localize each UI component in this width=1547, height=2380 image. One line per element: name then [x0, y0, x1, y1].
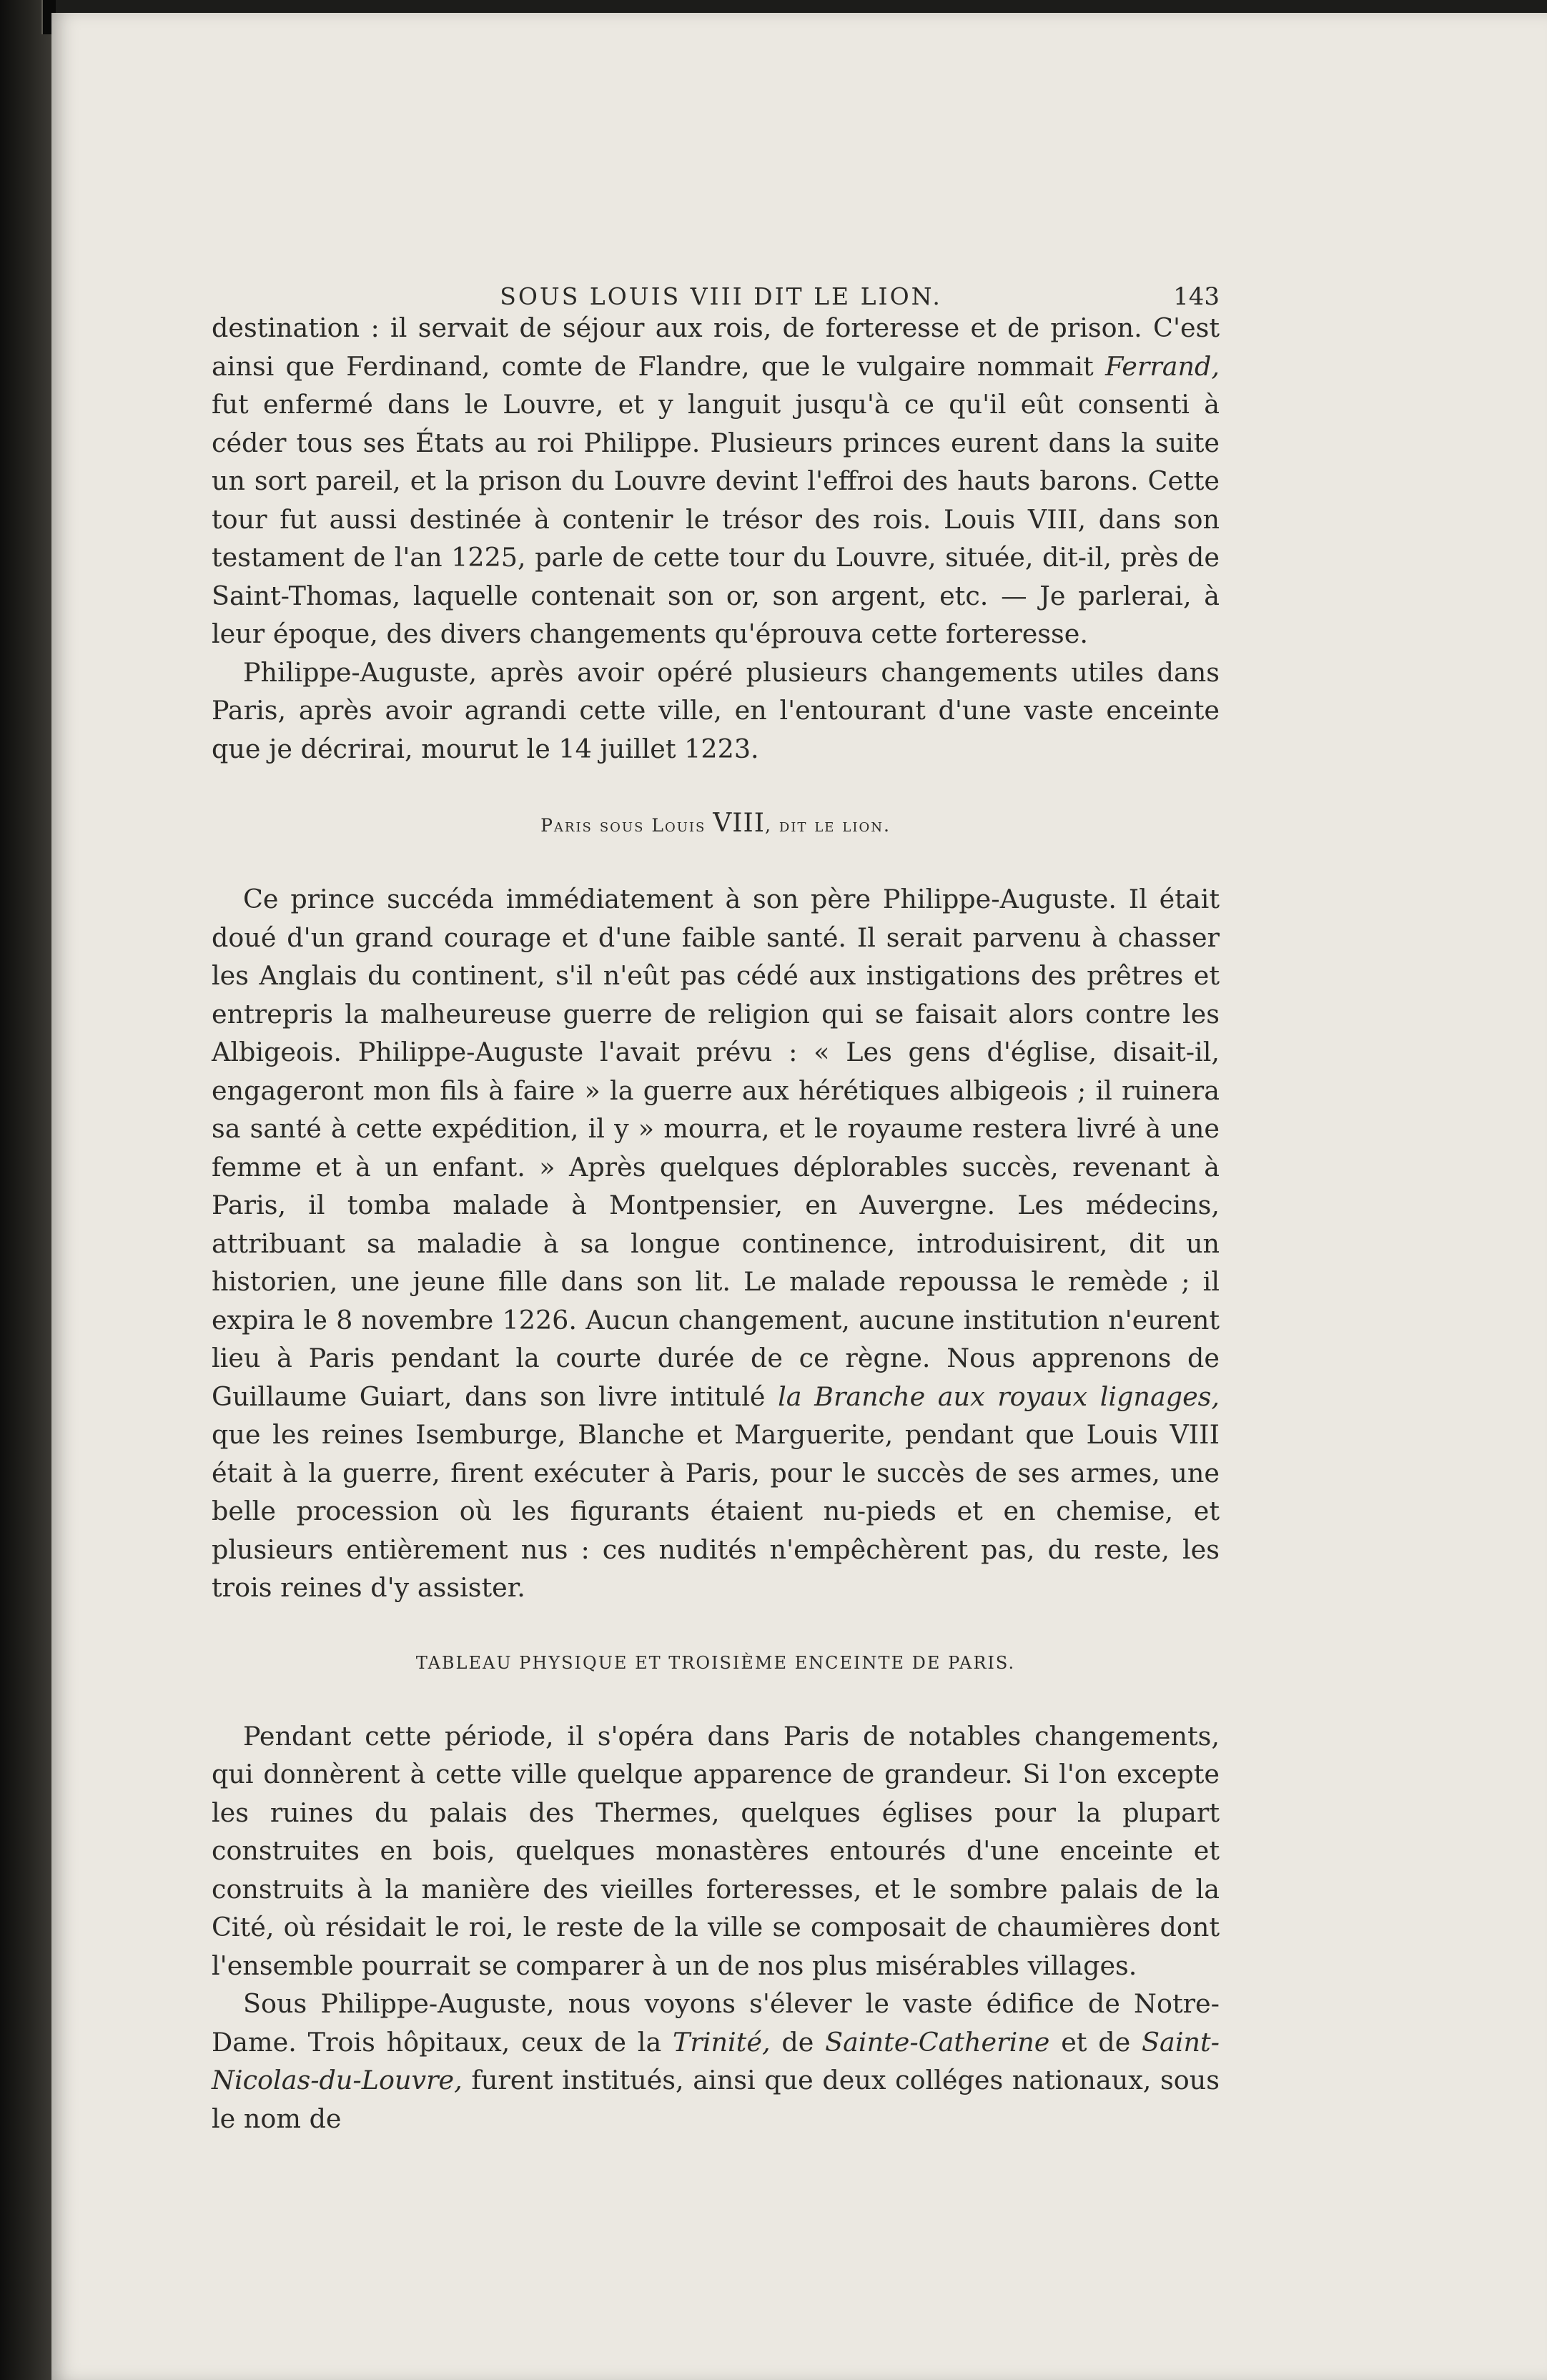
book-spine — [0, 0, 51, 2380]
paragraph-5-text-d: furent institués, ainsi que deux colléges nationaux, sous le nom de — [212, 2065, 1220, 2134]
section-heading-tableau: TABLEAU PHYSIQUE ET TROISIÈME ENCEINTE DE PARIS. — [415, 1652, 1016, 1673]
section-heading-louis-viii-pre: Paris sous Louis — [540, 815, 713, 836]
paragraph-2: Philippe-Auguste, après avoir opéré plusieurs changements utiles dans Paris, après avoir agrandi cette ville, en l'entourant d'une vaste enceinte que je décrirai, mourut le 14 juillet 1223. — [212, 656, 1220, 764]
page-text-block — [212, 277, 1220, 2138]
paragraph-5-italic-trinite: Trinité, — [673, 2026, 771, 2058]
running-head-title: SOUS LOUIS VIII DIT LE LION. — [500, 282, 942, 310]
paragraph-1-text-a: destination : il servait de séjour aux rois, de forteresse et de prison. C'est ainsi que Ferdinand, comte de Flandre, que le vulgaire nommait — [212, 312, 1220, 382]
paragraph-5 — [212, 1985, 1220, 2138]
paragraph-5-text-a: Sous Philippe-Auguste, nous voyons s'élever le vaste édifice de Notre-Dame. Trois hôpitaux, ceux de la — [212, 1988, 1220, 2058]
paragraph-3 — [212, 880, 1220, 1607]
section-heading-louis-viii-post: , dit le lion. — [764, 815, 891, 836]
paragraph-1-italic: Ferrand, — [1104, 350, 1220, 382]
section-heading-louis-viii — [212, 809, 1220, 840]
paragraph-3-text: Ce prince succéda immédiatement à son père Philippe-Auguste. Il était doué d'un grand courage et d'une faible santé. Il serait parvenu à chasser les Anglais du continent, s'il n'eût pas cédé aux instigations des prêtres et entrepris la malheureuse guerre de religion qui se faisait alors contre les Albigeois. Philippe-Auguste l'avait prévu : « Les gens d'église, disait-il, engageront mon fils à faire » la guerre aux hérétiques albigeois ; il ruinera sa santé à cette expédition, il y » mourra, et le royaume restera livré à une femme et à un enfant. » Après quelques déplorables succès, revenant à Paris, il tomba malade à Montpensier, en Auvergne. Les médecins, attribuant sa maladie à sa longue continence, introduisirent, dit un historien, une jeune fille dans son lit. Le malade repoussa le remède ; il expira le 8 novembre 1226. Aucun changement, aucune institution n'eurent lieu à Paris pendant la courte durée de ce règne. Nous apprenons de Guillaume Guiart, dans son livre intitulé — [212, 884, 1220, 1412]
section-heading-louis-viii-roman: VIII — [713, 809, 765, 838]
paragraph-3-end: que les reines Isemburge, Blanche et Marguerite, pendant que Louis VIII était à la guerre, firent exécuter à Paris, pour le succès de ses armes, une belle procession où les figurants étaient nu-pieds et en chemise, et plusieurs entièrement nus : ces nudités n'empêchèrent pas, du reste, les trois reines d'y assister. — [212, 1419, 1220, 1603]
paragraph-1-text-b: fut enfermé dans le Louvre, et y languit jusqu'à ce qu'il eût consenti à céder tous ses États au roi Philippe. Plusieurs princes eurent dans la suite un sort pareil, et la prison du Louvre devint l'effroi des hauts barons. Cette tour fut aussi destinée à contenir le trésor des rois. Louis VIII, dans son testament de l'an 1225, parle de cette tour du Louvre, située, dit-il, près de Saint-Thomas, laquelle contenait son or, son argent, etc. — Je parlerai, à leur époque, des divers changements qu'éprouva cette forteresse. — [212, 389, 1220, 649]
running-head — [212, 277, 1220, 311]
paragraph-5-text-c: et de — [1049, 2026, 1142, 2058]
paragraph-5-italic-catherine: Sainte-Catherine — [825, 2026, 1050, 2058]
paragraph-5-italic-nicolas: Saint-Nicolas-du-Louvre, — [212, 2026, 1220, 2095]
paragraph-5-text-b: de — [770, 2026, 826, 2058]
page-number: 143 — [1173, 282, 1220, 311]
paragraph-3-italic: la Branche aux royaux lignages, — [778, 1381, 1220, 1412]
paragraph-4: Pendant cette période, il s'opéra dans Paris de notables changements, qui donnèrent à cette ville quelque apparence de grandeur. Si l'on excepte les ruines du palais des Thermes, quelques églises pour la plupart construites en bois, quelques monastères entourés d'une enceinte et construits à la manière des vieilles forteresses, et le sombre palais de la Cité, où résidait le roi, le reste de la ville se composait de chaumières dont l'ensemble pourrait se comparer à un de nos plus misérables villages. — [212, 1720, 1220, 1981]
paragraph-1 — [212, 309, 1220, 653]
